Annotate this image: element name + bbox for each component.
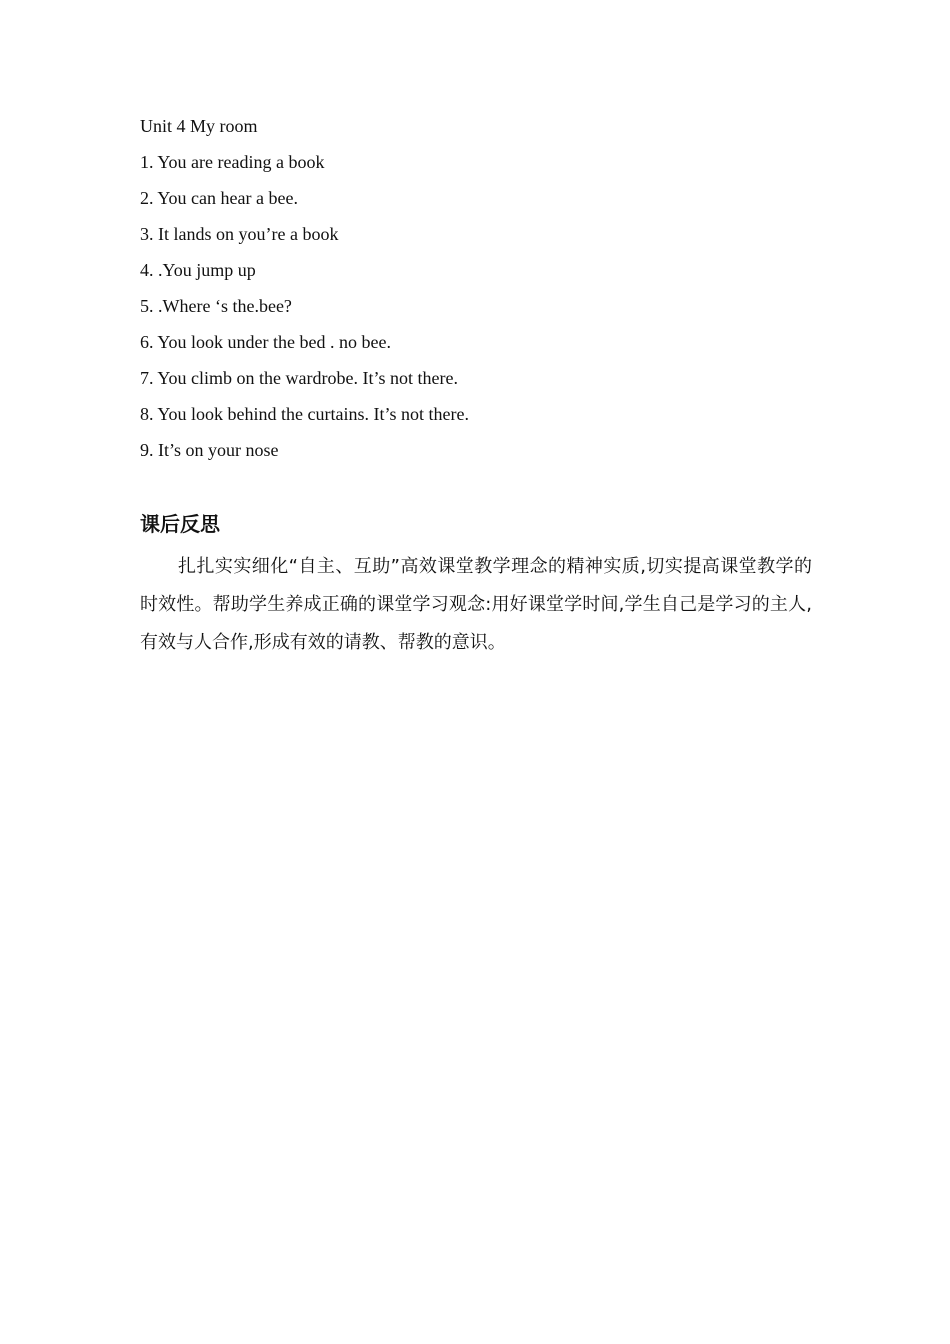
story-line-4: 4. .You jump up bbox=[140, 260, 256, 280]
story-lines bbox=[140, 150, 812, 462]
reflection-heading: 课后反思 bbox=[140, 512, 220, 536]
story-line-1: 1. You are reading a book bbox=[140, 152, 325, 172]
document-body bbox=[140, 114, 812, 662]
story-line-7: 7. You climb on the wardrobe. It’s not there. bbox=[140, 368, 458, 388]
unit-title: Unit 4 My room bbox=[140, 116, 258, 136]
reflection-paragraph: 扎扎实实细化“自主、互助”高效课堂教学理念的精神实质,切实提高课堂教学的时效性。帮助学生养成正确的课堂学习观念:用好课堂学时间,学生自己是学习的主人,有效与人合作,形成有效的请教、帮教的意识。 bbox=[140, 556, 812, 653]
story-line-9: 9. It’s on your nose bbox=[140, 440, 279, 460]
story-line-2: 2. You can hear a bee. bbox=[140, 188, 298, 208]
story-line-3: 3. It lands on you’re a book bbox=[140, 224, 339, 244]
story-line-8: 8. You look behind the curtains. It’s not there. bbox=[140, 404, 469, 424]
story-line-6: 6. You look under the bed . no bee. bbox=[140, 332, 391, 352]
story-line-5: 5. .Where ‘s the.bee? bbox=[140, 296, 292, 316]
